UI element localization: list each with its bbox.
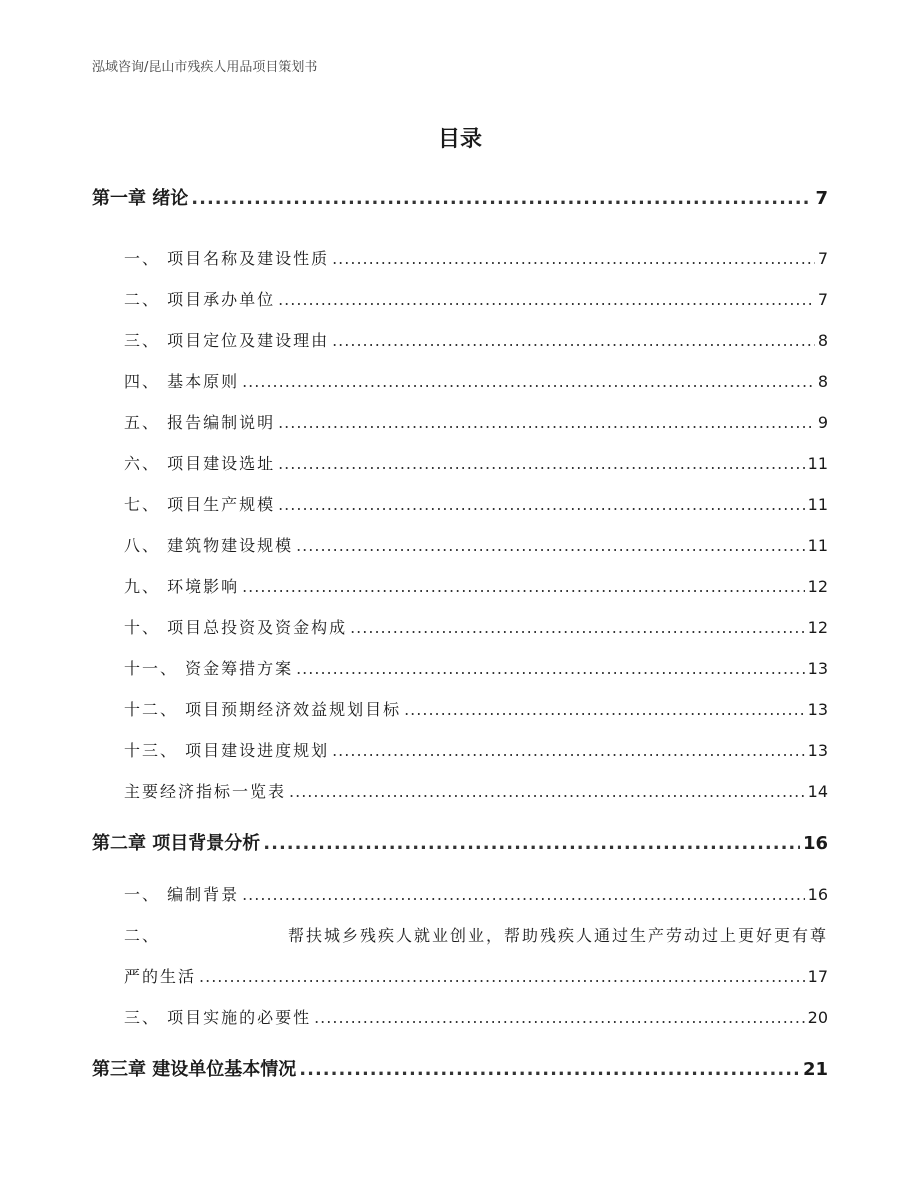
toc-entry[interactable]: [124, 246, 828, 269]
toc-label: 第二章 项目背景分析: [92, 833, 261, 854]
dot-leader: [278, 413, 815, 432]
toc-entry[interactable]: [124, 328, 828, 351]
toc-label: 三、 项目实施的必要性: [124, 1008, 312, 1027]
toc-entry[interactable]: [124, 574, 828, 597]
dot-leader: [242, 372, 815, 391]
toc-page-number: 13: [807, 659, 828, 678]
toc-label: 七、 项目生产规模: [124, 495, 276, 514]
toc-label: 六、 项目建设选址: [124, 454, 276, 473]
toc-chapter-1[interactable]: [92, 184, 828, 210]
toc-label: 四、 基本原则: [124, 372, 240, 391]
toc-label: 第一章 绪论: [92, 188, 189, 209]
toc-entry[interactable]: [124, 615, 828, 638]
dot-leader: [199, 967, 805, 986]
toc-page-number: 12: [807, 618, 828, 637]
dot-leader: [350, 618, 805, 637]
toc-entry[interactable]: [124, 1005, 828, 1028]
toc-page-number: 14: [807, 782, 828, 801]
dot-leader: [296, 536, 805, 555]
toc-entry-wrapped-line-1[interactable]: [124, 923, 828, 946]
toc-label-prefix: 二、: [124, 926, 161, 945]
toc-entry[interactable]: [124, 964, 828, 987]
toc-page-number: 13: [807, 741, 828, 760]
toc-page-number: 8: [817, 372, 828, 391]
toc-page-number: 20: [807, 1008, 828, 1027]
toc-page-number: 12: [807, 577, 828, 596]
dot-leader: [278, 495, 805, 514]
toc-entry[interactable]: [124, 451, 828, 474]
toc-page-number: 16: [807, 885, 828, 904]
toc-page-number: 16: [802, 833, 828, 854]
toc-entry[interactable]: [124, 492, 828, 515]
toc-entry[interactable]: [124, 738, 828, 761]
toc-page-number: 11: [807, 454, 828, 473]
dot-leader: [278, 290, 815, 309]
toc-page-number: 7: [817, 290, 828, 309]
toc-entry[interactable]: [124, 882, 828, 905]
toc-page-number: 11: [807, 495, 828, 514]
dot-leader: [314, 1008, 805, 1027]
toc-entry[interactable]: [124, 697, 828, 720]
toc-page-number: 7: [817, 249, 828, 268]
dot-leader: [299, 1059, 800, 1080]
toc-label: 十、 项目总投资及资金构成: [124, 618, 348, 637]
toc-label: 十三、 项目建设进度规划: [124, 741, 330, 760]
toc-label: 三、 项目定位及建设理由: [124, 331, 330, 350]
toc-entry[interactable]: [124, 656, 828, 679]
toc-page-number: 7: [815, 188, 828, 209]
dot-leader: [332, 741, 805, 760]
dot-leader: [404, 700, 805, 719]
dot-leader: [332, 249, 815, 268]
toc-page-number: 13: [807, 700, 828, 719]
dot-leader: [263, 833, 800, 854]
running-header: 泓域咨询/昆山市残疾人用品项目策划书: [92, 60, 318, 75]
toc-page-number: 9: [817, 413, 828, 432]
toc-page-number: 17: [807, 967, 828, 986]
dot-leader: [278, 454, 805, 473]
toc-label: 五、 报告编制说明: [124, 413, 276, 432]
toc-label: 八、 建筑物建设规模: [124, 536, 294, 555]
toc-page-number: 8: [817, 331, 828, 350]
toc-label: 主要经济指标一览表: [124, 782, 287, 801]
toc-label: 帮扶城乡残疾人就业创业，帮助残疾人通过生产劳动过上更好更有尊: [287, 926, 828, 945]
toc-label: 二、 项目承办单位: [124, 290, 276, 309]
dot-leader: [191, 188, 812, 209]
dot-leader: [242, 577, 805, 596]
toc-entry[interactable]: [124, 779, 828, 802]
dot-leader: [332, 331, 815, 350]
dot-leader: [289, 782, 805, 801]
toc-label: 十二、 项目预期经济效益规划目标: [124, 700, 402, 719]
toc-page-number: 11: [807, 536, 828, 555]
toc-page-number: 21: [802, 1059, 828, 1080]
dot-leader: [242, 885, 805, 904]
toc-entry[interactable]: [124, 533, 828, 556]
toc-chapter-2[interactable]: [92, 829, 828, 855]
toc-entry[interactable]: [124, 410, 828, 433]
toc-title: 目录: [437, 127, 482, 152]
toc-label: 一、 项目名称及建设性质: [124, 249, 330, 268]
dot-leader: [296, 659, 805, 678]
toc-chapter-3[interactable]: [92, 1055, 828, 1081]
toc-label: 十一、 资金筹措方案: [124, 659, 294, 678]
toc-entry[interactable]: [124, 287, 828, 310]
toc-label: 九、 环境影响: [124, 577, 240, 596]
toc-entry[interactable]: [124, 369, 828, 392]
toc-label: 一、 编制背景: [124, 885, 240, 904]
toc-label: 第三章 建设单位基本情况: [92, 1059, 297, 1080]
toc-label-continued: 严的生活: [124, 967, 197, 986]
